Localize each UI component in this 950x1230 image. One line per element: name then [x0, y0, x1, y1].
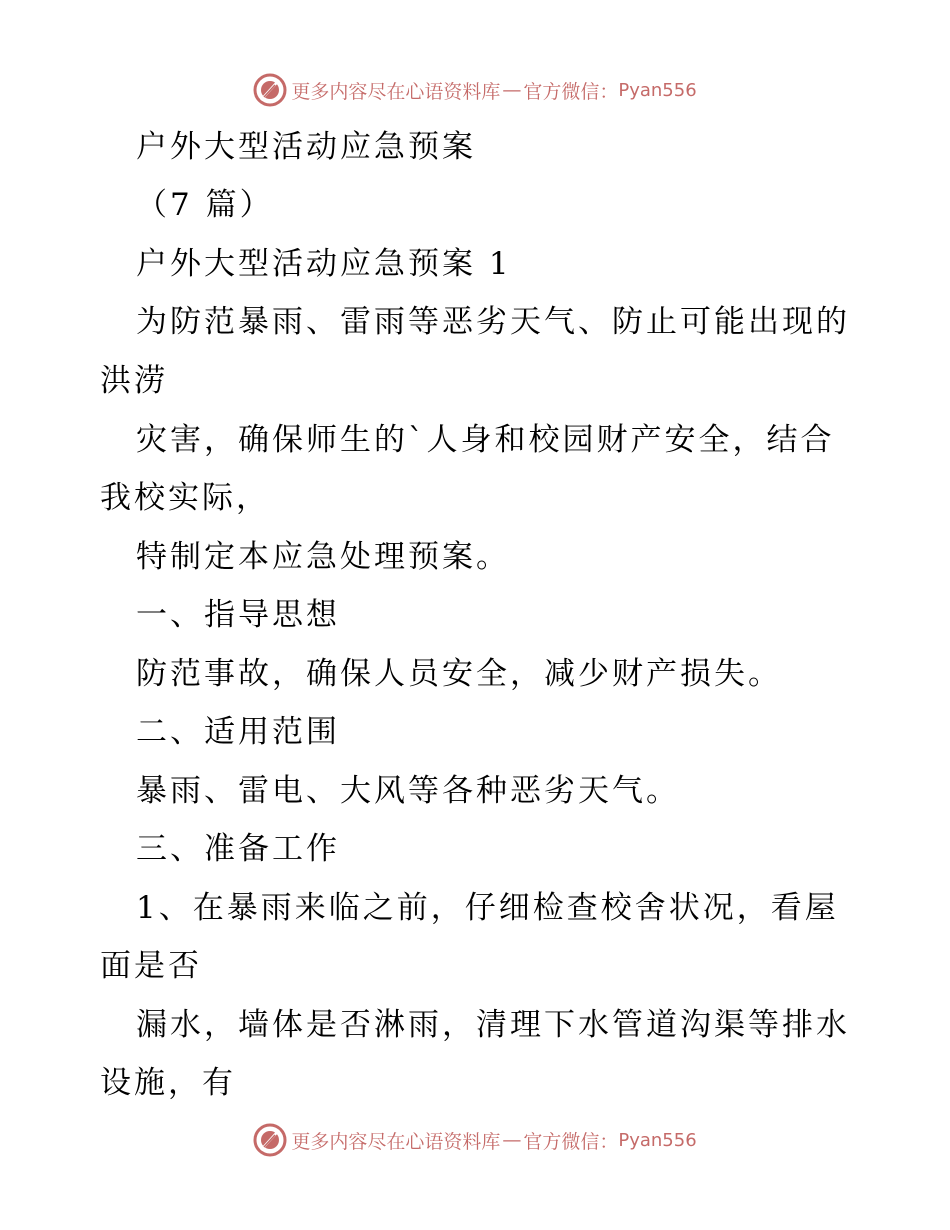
paragraph-line: 设施，有	[100, 1065, 236, 1101]
watermark-suffix: 官方微信：	[523, 1130, 619, 1153]
paragraph-line: 面是否	[100, 948, 202, 984]
section-heading: 户外大型活动应急预案 1	[136, 246, 512, 282]
watermark-banner-bottom	[0, 1120, 950, 1160]
section-heading: 一、指导思想	[136, 597, 340, 633]
paragraph-line: 特制定本应急处理预案。	[136, 539, 510, 575]
watermark-account: Pyan556	[618, 79, 697, 101]
paragraph-line: 漏水，墙体是否淋雨，清理下水管道沟渠等排水	[136, 1007, 850, 1043]
document-subtitle: （7 篇）	[136, 187, 274, 223]
pen-circle-logo-icon	[253, 1123, 287, 1157]
paragraph-line: 1、在暴雨来临之前，仔细检查校舍状况，看屋	[136, 890, 839, 926]
watermark-separator: —	[502, 79, 522, 101]
watermark-account: Pyan556	[618, 1129, 697, 1151]
paragraph-line: 洪涝	[100, 363, 168, 399]
paragraph-line: 灾害，确保师生的`人身和校园财产安全，结合	[136, 422, 835, 458]
paragraph-line: 我校实际，	[100, 480, 270, 516]
paragraph-line: 为防范暴雨、雷雨等恶劣天气、防止可能出现的	[136, 304, 850, 340]
section-heading: 二、适用范围	[136, 714, 340, 750]
watermark-suffix: 官方微信：	[523, 80, 619, 103]
watermark-prefix: 更多内容尽在心语资料库	[291, 80, 501, 103]
section-heading: 三、准备工作	[136, 831, 340, 867]
pen-circle-logo-icon	[253, 73, 287, 107]
paragraph-line: 暴雨、雷电、大风等各种恶劣天气。	[136, 773, 680, 809]
watermark-separator: —	[502, 1129, 522, 1151]
watermark-banner-top	[0, 70, 950, 110]
paragraph-line: 防范事故，确保人员安全，减少财产损失。	[136, 656, 782, 692]
watermark-prefix: 更多内容尽在心语资料库	[291, 1130, 501, 1153]
document-title: 户外大型活动应急预案	[136, 129, 476, 165]
